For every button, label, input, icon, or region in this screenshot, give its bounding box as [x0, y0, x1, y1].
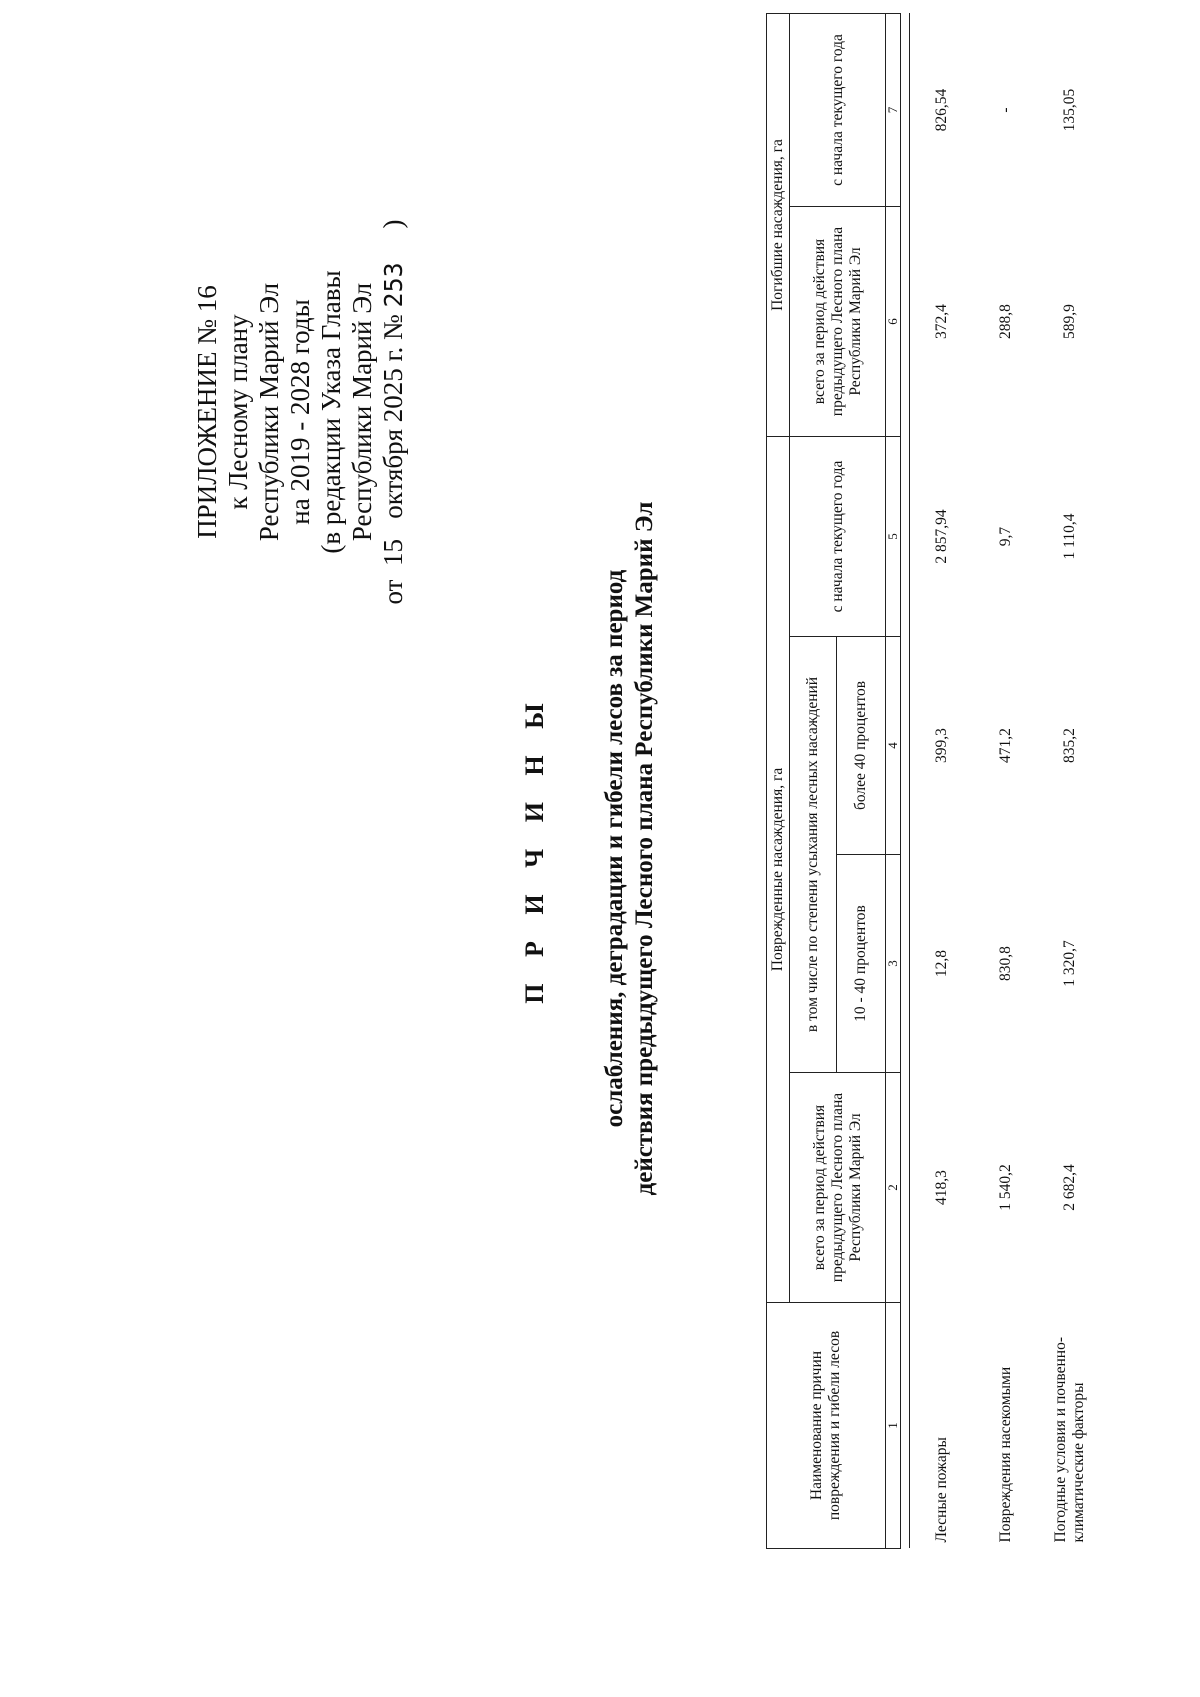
header-degree-10-40: 10 - 40 процентов — [837, 855, 886, 1073]
table-row — [910, 14, 975, 1549]
appendix-block — [192, 207, 409, 617]
header-damaged-total: всего за период действия предыдущего Лесного плана Республики Марий Эл — [790, 1073, 886, 1303]
cell-dead-total: 589,9 — [1061, 304, 1078, 339]
cell-damaged-year: 2 857,94 — [933, 509, 950, 564]
appendix-date-line — [378, 207, 409, 617]
cell-dead-year: - — [997, 107, 1014, 113]
column-number: 2 — [886, 1073, 901, 1303]
appendix-line: к Лесному плану — [223, 314, 253, 510]
decree-number: 253 — [379, 262, 408, 308]
cause-name: Погодные условия и почвенно-климатические факторы — [1052, 1336, 1087, 1543]
cell-dead-year: 135,05 — [1061, 88, 1078, 132]
cell-dead-total: 288,8 — [997, 304, 1014, 339]
cause-name: Лесные пожары — [933, 1437, 950, 1543]
cell-damaged-total: 418,3 — [933, 1170, 950, 1205]
header-dead: Погибшие насаждения, га — [767, 14, 790, 437]
header-degree-over-40: более 40 процентов — [837, 637, 886, 855]
column-number: 1 — [886, 1303, 901, 1549]
cell-degree-10-40: 12,8 — [933, 949, 950, 978]
appendix-line: ПРИЛОЖЕНИЕ № 16 — [192, 285, 222, 539]
header-damaged-by-degree: в том числе по степени усыхания лесных насаждений — [790, 637, 837, 1073]
header-damaged: Поврежденные насаждения, га — [767, 437, 790, 1303]
cell-damaged-total: 1 540,2 — [997, 1164, 1014, 1211]
page-title: П Р И Ч И Н Ы — [520, 693, 549, 1004]
column-number: 5 — [886, 437, 901, 637]
date-rest: октября 2025 г. № — [378, 314, 408, 519]
cell-degree-over-40: 835,2 — [1061, 728, 1078, 763]
cell-dead-total: 372,4 — [933, 304, 950, 339]
column-number: 4 — [886, 637, 901, 855]
date-prefix: от — [378, 579, 408, 605]
date-closing: ) — [378, 219, 408, 229]
table-row — [974, 14, 1038, 1549]
cell-damaged-year: 9,7 — [997, 526, 1014, 547]
table-row — [1038, 14, 1102, 1549]
header-cause-name: Наименование причин повреждения и гибели лесов — [767, 1303, 886, 1549]
column-number: 6 — [886, 207, 901, 437]
header-dead-total: всего за период действия предыдущего Лесного плана Республики Марий Эл — [790, 207, 886, 437]
subtitle-line-2: действия предыдущего Лесного плана Республики Марий Эл — [631, 501, 658, 1196]
cell-dead-year: 826,54 — [933, 88, 950, 132]
subtitle-line-1: ослабления, деградации и гибели лесов за период — [601, 569, 628, 1128]
appendix-line: Республики Марий Эл — [254, 282, 284, 542]
appendix-line: (в редакции Указа Главы — [316, 270, 346, 554]
header-dead-year: с начала текущего года — [790, 14, 886, 207]
appendix-line: на 2019 - 2028 годы — [285, 299, 315, 525]
table-gap — [901, 14, 910, 1549]
causes-table — [766, 13, 1102, 1549]
cell-degree-10-40: 1 320,7 — [1061, 940, 1078, 987]
cell-degree-10-40: 830,8 — [997, 946, 1014, 981]
cause-name: Повреждения насекомыми — [997, 1366, 1014, 1543]
header-damaged-year: с начала текущего года — [790, 437, 886, 637]
cell-damaged-year: 1 110,4 — [1061, 513, 1078, 560]
cell-damaged-total: 2 682,4 — [1061, 1164, 1078, 1211]
page-subtitle — [600, 0, 660, 1697]
appendix-line: Республики Марий Эл — [347, 282, 377, 542]
column-number: 7 — [886, 14, 901, 207]
column-number: 3 — [886, 855, 901, 1073]
cell-degree-over-40: 399,3 — [933, 728, 950, 763]
cell-degree-over-40: 471,2 — [997, 728, 1014, 763]
date-day: 15 — [378, 539, 408, 567]
